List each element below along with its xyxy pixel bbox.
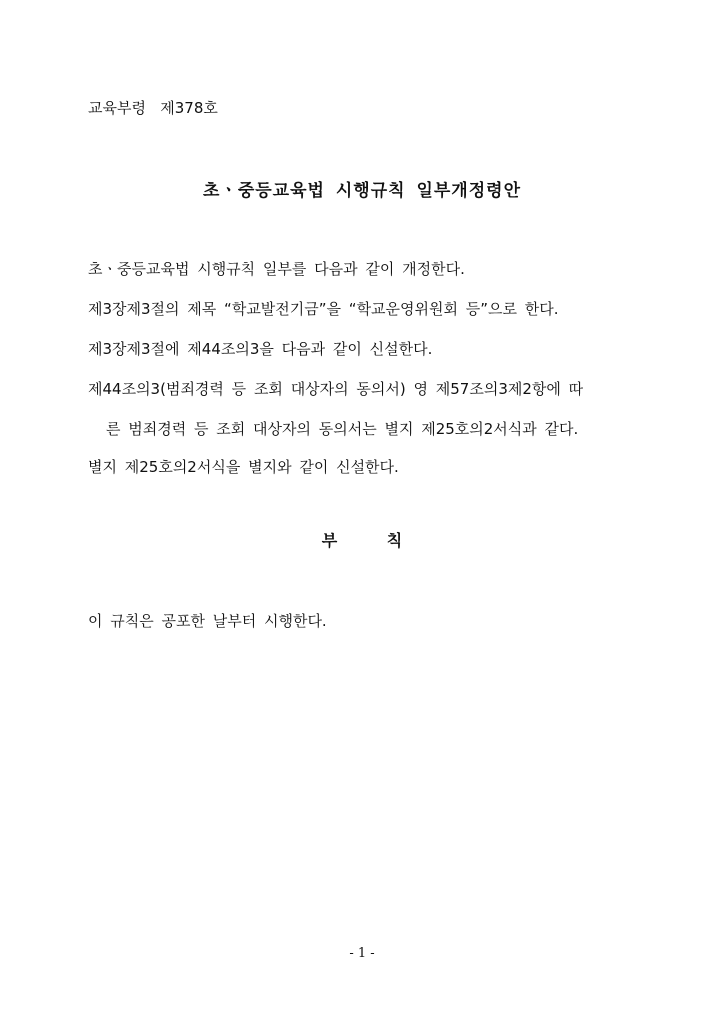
body-line-amendment-intro: 초ㆍ중등교육법 시행규칙 일부를 다음과 같이 개정한다. <box>88 260 465 278</box>
body-line-article-44-3: 제44조의3(범죄경력 등 조회 대상자의 동의서) 영 제57조의3제2항에 따 <box>88 380 584 398</box>
body-line-new-article: 제3장제3절에 제44조의3을 다음과 같이 신설한다. <box>88 340 433 358</box>
ordinance-number: 교육부령 제378호 <box>88 99 218 117</box>
supplementary-provisions-heading: 부 칙 <box>321 531 403 550</box>
body-line-chapter-title-change: 제3장제3절의 제목 “학교발전기금”을 “학교운영위원회 등”으로 한다. <box>88 300 559 318</box>
body-line-new-form: 별지 제25호의2서식을 별지와 같이 신설한다. <box>88 458 399 476</box>
body-line-article-44-3-continued: 른 범죄경력 등 조회 대상자의 동의서는 별지 제25호의2서식과 같다. <box>106 420 579 438</box>
page-number: - 1 - <box>349 946 375 961</box>
document-title: 초ㆍ중등교육법 시행규칙 일부개정령안 <box>202 181 521 201</box>
supplementary-provisions-text: 이 규칙은 공포한 날부터 시행한다. <box>88 612 327 630</box>
